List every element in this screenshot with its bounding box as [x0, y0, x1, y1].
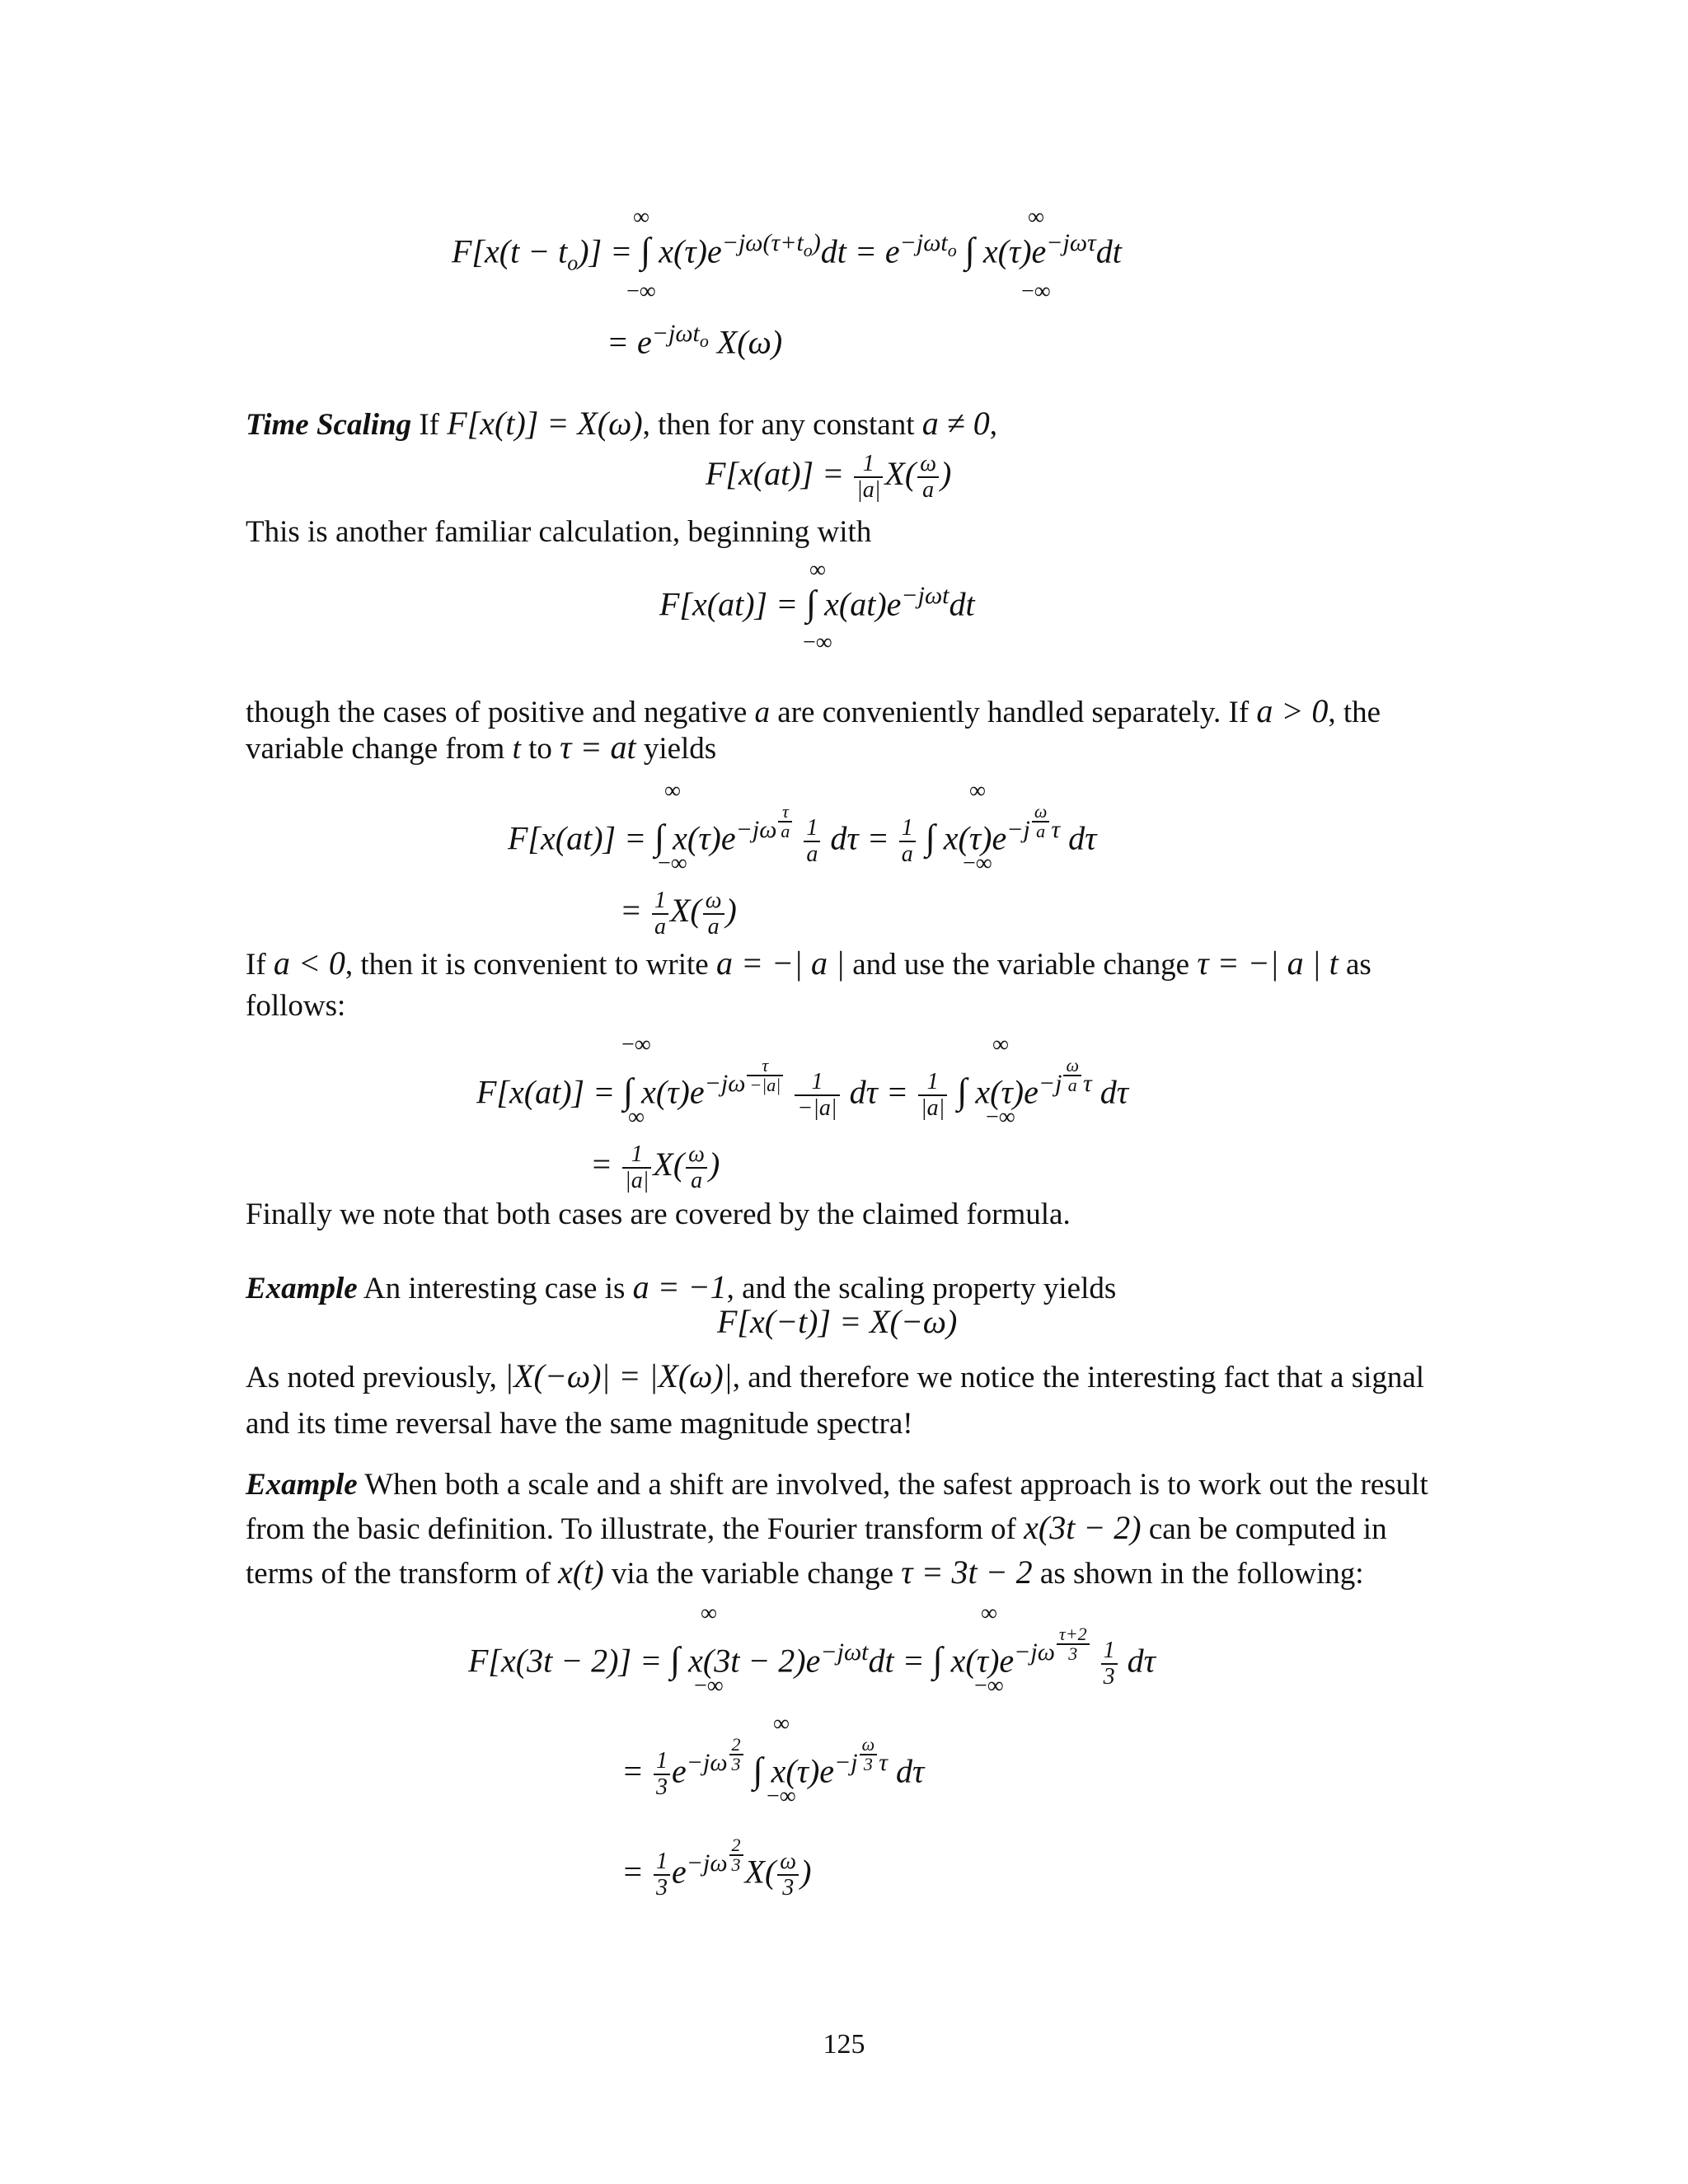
frac-den: −|a| [749, 1075, 781, 1095]
frac-den: a [1067, 1075, 1077, 1095]
frac-num: 1 [654, 1849, 670, 1876]
integral-lower-limit: −∞ [803, 630, 832, 655]
integral-upper-limit: ∞ [981, 1601, 997, 1626]
inline-math: a = −1 [632, 1268, 727, 1305]
fraction [777, 1849, 799, 1900]
frac-num: ω [917, 452, 939, 478]
paragraph: Finally we note that both cases are covered by the claimed formula. [246, 1197, 1071, 1231]
integral-sign: ∫ [964, 230, 975, 271]
fraction [652, 888, 668, 940]
frac-den: 3 [863, 1754, 873, 1774]
body-text: If [419, 408, 440, 442]
eq-text: x(τ)e [943, 819, 1007, 857]
frac-num: ω [1032, 803, 1050, 823]
example-2-intro [246, 1464, 1432, 1596]
frac-den: |a| [856, 477, 881, 503]
integral-sign: ∫ [670, 1639, 681, 1680]
inline-math: a ≠ 0 [921, 405, 990, 442]
eq-text: x(3t − 2)e [688, 1642, 821, 1680]
fraction [1032, 803, 1050, 841]
inline-math: F[x(t)] = X(ω) [447, 405, 643, 442]
fraction [729, 1836, 743, 1874]
frac-num: 1 [1101, 1638, 1118, 1665]
body-text: to [520, 732, 560, 766]
frac-den: a [654, 914, 666, 940]
integral-lower-limit: ∞ [628, 1104, 645, 1130]
example-1-intro [246, 1268, 1116, 1306]
body-text: are conveniently handled separately. If [770, 696, 1257, 729]
eq-text: dt = e [820, 232, 900, 270]
eq-text: = [621, 1853, 644, 1891]
inline-math: a < 0 [273, 944, 345, 982]
frac-num: 2 [729, 1736, 743, 1755]
frac-den: 3 [731, 1854, 741, 1875]
eq-exp: −jω [686, 1749, 728, 1776]
inline-math: a = −| a | [715, 944, 845, 982]
integral-lower-limit: −∞ [974, 1673, 1004, 1699]
frac-num: ω [1063, 1057, 1081, 1076]
frac-den: a [922, 477, 935, 503]
equation-line [452, 229, 1122, 275]
frac-num: τ [747, 1057, 783, 1076]
frac-den: 3 [656, 1774, 668, 1801]
frac-num: 1 [854, 452, 883, 478]
integral-upper-limit: ∞ [664, 778, 681, 804]
frac-den: |a| [920, 1095, 945, 1122]
frac-den: |a| [625, 1168, 649, 1193]
frac-num: ω [860, 1736, 878, 1755]
integral-upper-limit: ∞ [969, 778, 986, 804]
inline-math: x(t) [558, 1554, 604, 1591]
integral-upper-limit: ∞ [701, 1601, 717, 1626]
body-text: , and therefore we notice the interesting fact that a signal [732, 1361, 1425, 1394]
equation-line [621, 1836, 811, 1900]
eq-exp: τ [1083, 1070, 1092, 1097]
frac-den: a [806, 841, 818, 868]
body-text: , then it is convenient to write [345, 948, 716, 982]
frac-den: a [691, 1168, 703, 1193]
eq-text: x(τ)e [659, 232, 722, 270]
scaling-definition [659, 582, 975, 624]
frac-num: ω [686, 1142, 707, 1169]
frac-num: 1 [804, 816, 820, 842]
integral-sign: ∫ [654, 817, 665, 858]
example-label: Example [246, 1468, 358, 1502]
integral-upper-limit: ∞ [809, 557, 826, 583]
eq-exp: −j [834, 1749, 858, 1776]
eq-exp: −j [1038, 1070, 1062, 1097]
integral-sign: ∫ [640, 230, 651, 271]
frac-den: 3 [731, 1754, 741, 1774]
eq-text: x(τ)e [641, 1073, 705, 1111]
frac-den: 3 [656, 1875, 668, 1901]
frac-num: 1 [654, 1749, 670, 1775]
eq-exp: −jωt [901, 582, 950, 609]
fraction [1063, 1057, 1081, 1094]
frac-num: 1 [899, 816, 916, 842]
eq-exp: −jωτ [1046, 229, 1096, 256]
eq-text: ) [725, 892, 737, 930]
inline-math: a > 0 [1256, 692, 1329, 729]
eq-text: ) [940, 455, 952, 493]
eq-text: x(τ)e [950, 1642, 1015, 1680]
paragraph [246, 943, 1432, 1027]
eq-text: dτ [1068, 819, 1097, 857]
integral-lower-limit: −∞ [658, 851, 687, 876]
frac-num: 2 [729, 1836, 743, 1856]
fraction [1057, 1625, 1090, 1663]
integral-upper-limit: ∞ [992, 1032, 1009, 1057]
body-text: as [1338, 948, 1372, 982]
eq-exp: ) [812, 229, 821, 256]
eq-text: F[x(3t − 2)] = [468, 1642, 663, 1680]
eq-exp: −jω(τ+t [721, 229, 804, 256]
fraction [703, 888, 724, 940]
inline-math: τ = −| a | t [1197, 944, 1339, 982]
integral-lower-limit: −∞ [963, 851, 992, 876]
eq-text: dτ [1100, 1073, 1129, 1111]
eq-exp: −jω [1014, 1638, 1055, 1666]
integral-sign: ∫ [925, 817, 935, 858]
example-label: Example [246, 1272, 358, 1305]
body-text: follows: [246, 989, 346, 1023]
integral-lower-limit: −∞ [1021, 279, 1051, 304]
eq-exp: −jω [735, 816, 777, 843]
body-text: An interesting case is [357, 1272, 633, 1305]
eq-exp: −jω [704, 1070, 746, 1097]
equation-line [621, 1736, 924, 1800]
eq-text: X( [744, 1853, 776, 1891]
integral-upper-limit: ∞ [773, 1711, 790, 1736]
body-text: , the [1328, 696, 1381, 729]
eq-text: )] = [578, 232, 633, 270]
frac-den: a [707, 914, 720, 940]
eq-text: F[x(at)] = [706, 455, 845, 493]
fraction [804, 816, 820, 867]
eq-sub: o [947, 240, 957, 260]
body-text: and its time reversal have the same magnitude spectra! [246, 1407, 913, 1441]
eq-exp: τ [879, 1749, 888, 1776]
eq-text: x(τ)e [982, 232, 1047, 270]
body-text: When both a scale and a shift are involved, the safest approach is to work out the result [357, 1468, 1428, 1502]
fraction [917, 452, 939, 503]
eq-text: ) [800, 1853, 812, 1891]
eq-text: F[x(t − t [452, 232, 568, 270]
integral-lower-limit: −∞ [986, 1104, 1015, 1130]
section-heading: Time Scaling [246, 408, 412, 442]
equation-line [607, 320, 782, 361]
eq-text: dt [949, 585, 975, 623]
inline-math: t [512, 732, 521, 766]
eq-text: ) [708, 1146, 720, 1183]
eq-text: F[x(at)] = [476, 1073, 616, 1111]
frac-den: a [1036, 821, 1046, 841]
fraction [860, 1736, 878, 1774]
equation-line [620, 888, 737, 940]
body-text: yields [635, 732, 717, 766]
eq-text: = e [607, 323, 652, 361]
eq-text: dτ = [830, 819, 889, 857]
fraction [899, 816, 916, 867]
frac-num: τ [778, 803, 792, 823]
frac-den: 3 [782, 1875, 795, 1901]
inline-math: a [754, 696, 771, 729]
fraction [622, 1142, 651, 1193]
eq-text: x(τ)e [673, 819, 736, 857]
body-text: terms of the transform of [246, 1557, 559, 1591]
frac-num: τ+2 [1057, 1625, 1090, 1645]
paragraph [246, 691, 1432, 770]
body-text: as shown in the following: [1032, 1557, 1364, 1591]
eq-exp: −jωt [820, 1638, 869, 1666]
eq-text: = [621, 1752, 644, 1790]
paragraph: This is another familiar calculation, beginning with [246, 515, 872, 549]
integral-sign: ∫ [623, 1071, 634, 1112]
inline-math: τ = 3t − 2 [901, 1554, 1033, 1591]
eq-text: = [620, 892, 642, 930]
page-number: 125 [823, 2029, 865, 2060]
body-text: , [989, 408, 997, 442]
eq-text: dτ = [849, 1073, 908, 1111]
frac-num: ω [703, 888, 724, 915]
frac-den: a [781, 821, 790, 841]
frac-den: 3 [1068, 1643, 1078, 1664]
body-text: and use the variable change [844, 948, 1198, 982]
fraction [918, 1070, 947, 1121]
eq-text: dτ [895, 1752, 925, 1790]
frac-num: 1 [622, 1142, 651, 1169]
frac-den: a [901, 841, 913, 868]
eq-text: x(at)e [824, 585, 902, 623]
body-text: As noted previously, [246, 1361, 505, 1394]
eq-sub: o [699, 330, 709, 351]
eq-exp: −jωt [651, 320, 700, 347]
body-text: via the variable change [603, 1557, 902, 1591]
equation-line [508, 803, 1096, 867]
scaling-formula [706, 452, 951, 503]
eq-text: X( [653, 1146, 685, 1183]
time-scaling-statement [246, 404, 997, 443]
body-text: though the cases of positive and negative [246, 696, 755, 729]
body-text: variable change from [246, 732, 513, 766]
eq-text: dτ [1127, 1642, 1156, 1680]
frac-num: 1 [652, 888, 668, 915]
body-text: from the basic definition. To illustrate, the Fourier transform of [246, 1512, 1025, 1546]
eq-text: X( [884, 455, 917, 493]
eq-exp: τ [1051, 816, 1061, 843]
integral-sign: ∫ [932, 1639, 943, 1680]
frac-den: 3 [1103, 1664, 1115, 1690]
integral-sign: ∫ [957, 1071, 968, 1112]
eq-sub: o [803, 240, 813, 260]
body-text: If [246, 948, 274, 982]
integral-lower-limit: −∞ [694, 1673, 724, 1699]
fraction [778, 803, 792, 841]
body-text: can be computed in [1141, 1512, 1387, 1546]
equation-line [590, 1142, 720, 1193]
integral-lower-limit: −∞ [626, 279, 656, 304]
fraction [795, 1070, 839, 1121]
fraction [686, 1142, 707, 1193]
inline-math: |X(−ω)| = |X(ω)| [504, 1357, 733, 1394]
equation-line [476, 1057, 1128, 1121]
frac-num: ω [777, 1849, 799, 1876]
eq-exp: −j [1006, 816, 1030, 843]
eq-text: dt [1095, 232, 1122, 270]
fraction [654, 1849, 670, 1900]
eq-exp: −jωt [899, 229, 948, 256]
inline-math: τ = at [560, 729, 636, 766]
eq-exp: −jω [686, 1849, 728, 1877]
eq-text: F[x(at)] = [659, 585, 799, 623]
eq-text: dt = [868, 1642, 925, 1680]
paragraph [246, 1353, 1432, 1447]
eq-text: x(τ)e [975, 1073, 1039, 1111]
fraction [747, 1057, 783, 1094]
fraction [654, 1749, 670, 1800]
integral-upper-limit: ∞ [633, 204, 649, 230]
eq-text: = [590, 1146, 612, 1183]
example-1-result: F[x(−t)] = X(−ω) [717, 1303, 958, 1340]
body-text: , and the scaling property yields [726, 1272, 1117, 1305]
integral-lower-limit: −∞ [767, 1783, 796, 1809]
eq-text: X( [670, 892, 701, 930]
eq-text: F[x(at)] = [508, 819, 647, 857]
fraction [854, 452, 883, 503]
integral-sign: ∫ [753, 1750, 763, 1791]
equation-line [468, 1625, 1156, 1690]
eq-text: e [672, 1752, 687, 1790]
eq-sub: o [567, 251, 579, 275]
eq-text: X(ω) [716, 323, 783, 361]
inline-math: x(3t − 2) [1024, 1509, 1142, 1546]
eq-text: x(τ)e [771, 1752, 835, 1790]
integral-upper-limit: ∞ [1028, 204, 1044, 230]
integral-sign: ∫ [806, 583, 817, 624]
eq-text: e [672, 1853, 687, 1891]
frac-den: −|a| [797, 1095, 837, 1122]
fraction [1101, 1638, 1118, 1690]
integral-upper-limit: −∞ [621, 1032, 651, 1057]
body-text: , then for any constant [642, 408, 915, 442]
frac-num: 1 [918, 1070, 947, 1096]
frac-num: 1 [795, 1070, 839, 1096]
fraction [729, 1736, 743, 1774]
